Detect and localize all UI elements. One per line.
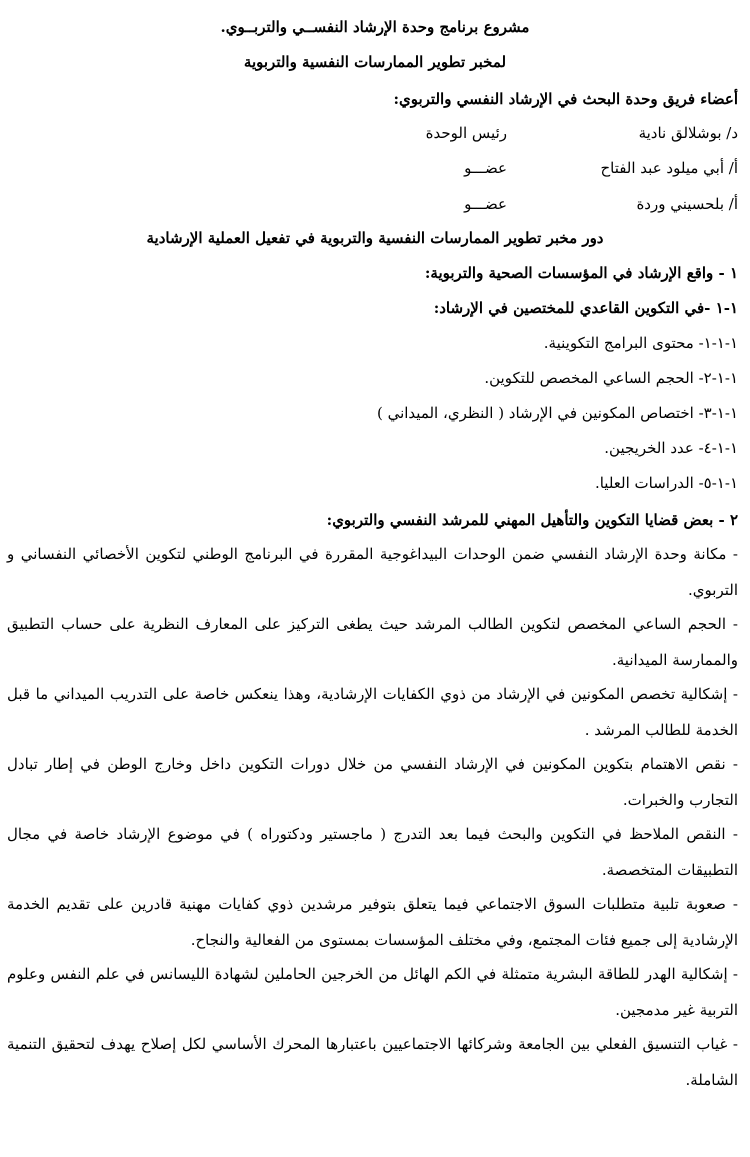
- list-item: ١-١-٥- الدراسات العليا.: [594, 474, 738, 492]
- issue-paragraph: - إشكالية الهدر للطاقة البشرية متمثلة في الكم الهائل من الخرجين الحاملين لشهادة الليسانس في علم النفس وعلوم التربية غير مدمجين.: [7, 965, 738, 1019]
- lab-title: لمخبر تطوير الممارسات النفسية والتربوية: [243, 53, 507, 71]
- section-2-heading: ٢ - بعض قضايا التكوين والتأهيل المهني للمرشد النفسي والتربوي:: [326, 511, 738, 529]
- issue-paragraph: - الحجم الساعي المخصص لتكوين الطالب المرشد حيث يطغى التركيز على المعارف النظرية على حساب التطبيق والممارسة الميدانية.: [7, 615, 739, 669]
- member-role: عضـــو: [464, 195, 507, 213]
- issue-paragraph: - النقص الملاحظ في التكوين والبحث فيما بعد التدرج ( ماجستير ودكتوراه ) في موضوع الإرشاد خاصة في مجال التطبيقات المتخصصة.: [7, 825, 738, 879]
- project-title: مشروع برنامج وحدة الإرشاد النفســي والتربــوي.: [220, 18, 530, 36]
- issue-paragraph: - مكانة وحدة الإرشاد النفسي ضمن الوحدات البيداغوجية المقررة في البرنامج الوطني لتكوين الأخصائي النفساني و التربوي.: [7, 545, 738, 599]
- list-item: ١-١-٤- عدد الخريجين.: [604, 439, 738, 457]
- issue-paragraph: - إشكالية تخصص المكونين في الإرشاد من ذوي الكفايات الإرشادية، وهذا ينعكس خاصة على التدريب الميداني ما قبل الخدمة للطالب المرشد .: [7, 685, 738, 739]
- issue-paragraph: - صعوبة تلبية متطلبات السوق الاجتماعي فيما يتعلق بتوفير مرشدين ذوي كفايات مهنية قادرين على تقديم الخدمة الإرشادية إلى جميع فئات المجتمع، وفي مختلف المؤسسات بمستوى من الفعالية والنجاح.: [7, 895, 738, 949]
- section-1-heading: ١ - واقع الإرشاد في المؤسسات الصحية والتربوية:: [424, 264, 738, 282]
- member-name: أ/ أبي ميلود عبد الفتاح: [600, 159, 738, 177]
- list-item: ١-١-١- محتوى البرامج التكوينية.: [543, 334, 738, 352]
- issue-paragraph: - نقص الاهتمام بتكوين المكونين في الإرشاد النفسي من خلال دورات التكوين داخل وخارج الوطن في إطار تبادل التجارب والخبرات.: [7, 755, 738, 809]
- role-heading: دور مخبر تطوير الممارسات النفسية والتربوية في تفعيل العملية الإرشادية: [146, 229, 604, 247]
- member-name: أ/ بلحسيني وردة: [636, 195, 738, 213]
- member-role: عضـــو: [464, 159, 507, 177]
- section-1-1-heading: ١-١ -في التكوين القاعدي للمختصين في الإرشاد:: [433, 299, 738, 317]
- issue-paragraph: - غياب التنسيق الفعلي بين الجامعة وشركائها الاجتماعيين باعتبارها المحرك الأساسي لكل إصلاح يهدف لتحقيق التنمية الشاملة.: [7, 1035, 739, 1089]
- members-heading: أعضاء فريق وحدة البحث في الإرشاد النفسي والتربوي:: [393, 90, 738, 108]
- list-item: ١-١-٣- اختصاص المكونين في الإرشاد ( النظري، الميداني ): [376, 404, 738, 422]
- member-name: د/ بوشلالق نادية: [638, 124, 738, 142]
- member-role: رئيس الوحدة: [425, 124, 507, 142]
- list-item: ١-١-٢- الحجم الساعي المخصص للتكوين.: [484, 369, 738, 387]
